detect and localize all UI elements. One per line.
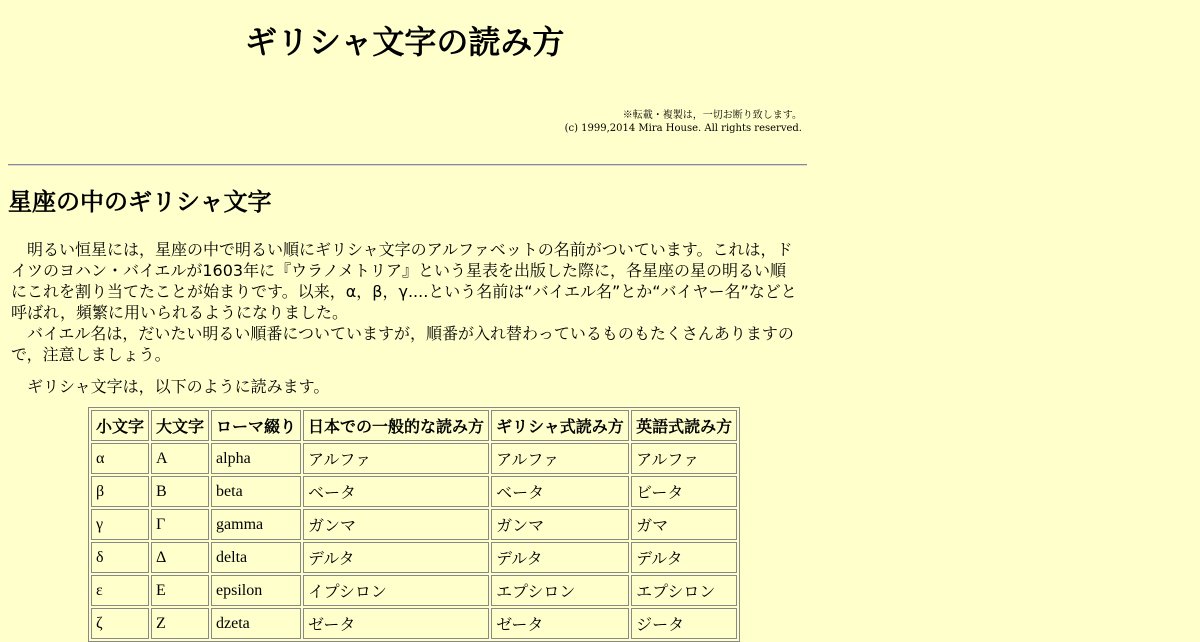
japanese-reading-cell: ベータ	[303, 476, 489, 507]
copyright-line: (c) 1999,2014 Mira House. All rights reserved.	[564, 123, 802, 134]
lowercase-cell: ε	[91, 575, 149, 606]
japanese-reading-cell: ゼータ	[303, 608, 489, 639]
lowercase-cell: δ	[91, 542, 149, 573]
reproduction-notice: ※転載・複製は，一切お断り致します。	[622, 110, 802, 121]
uppercase-cell: Γ	[151, 509, 209, 540]
column-header-lowercase: 小文字	[91, 410, 149, 441]
greek-reading-cell: ガンマ	[491, 509, 629, 540]
table-lead-text: ギリシャ文字は，以下のように読みます。	[27, 377, 330, 396]
greek-reading-cell: ベータ	[491, 476, 629, 507]
table-row	[91, 509, 737, 540]
japanese-reading-cell: ガンマ	[303, 509, 489, 540]
section-heading: 星座の中のギリシャ文字	[8, 188, 272, 216]
table-row	[91, 476, 737, 507]
uppercase-cell: Δ	[151, 542, 209, 573]
greek-reading-cell: アルファ	[491, 443, 629, 474]
roman-cell: dzeta	[211, 608, 301, 639]
roman-cell: gamma	[211, 509, 301, 540]
english-reading-cell: ビータ	[631, 476, 737, 507]
english-reading-cell: アルファ	[631, 443, 737, 474]
intro-paragraph-1: 明るい恒星には，星座の中で明るい順にギリシャ文字のアルファベットの名前がついています。これは，ドイツのヨハン・バイエルが1603年に『ウラノメトリア』という星表を出版した際に，各星座の星の明るい順にこれを割り当てたことが始まりです。以来，α，β，γ....という名前は“バイエル名”とか“バイヤー名”などと呼ばれ，頻繁に用いられるようになりました。	[11, 240, 797, 322]
english-reading-cell: ジータ	[631, 608, 737, 639]
english-reading-cell: エプシロン	[631, 575, 737, 606]
table-row	[91, 542, 737, 573]
japanese-reading-cell: イプシロン	[303, 575, 489, 606]
page-title: ギリシャ文字の読み方	[245, 23, 565, 61]
uppercase-cell: Ζ	[151, 608, 209, 639]
intro-text	[11, 239, 801, 365]
roman-cell: beta	[211, 476, 301, 507]
table-row	[91, 575, 737, 606]
greek-reading-cell: ゼータ	[491, 608, 629, 639]
japanese-reading-cell: デルタ	[303, 542, 489, 573]
uppercase-cell: Β	[151, 476, 209, 507]
column-header-greek-reading: ギリシャ式読み方	[491, 410, 629, 441]
column-header-japanese-reading: 日本での一般的な読み方	[303, 410, 489, 441]
lowercase-cell: α	[91, 443, 149, 474]
greek-letter-table	[88, 407, 740, 642]
table-row	[91, 443, 737, 474]
lowercase-cell: γ	[91, 509, 149, 540]
column-header-uppercase: 大文字	[151, 410, 209, 441]
table-header-row	[91, 410, 737, 441]
japanese-reading-cell: アルファ	[303, 443, 489, 474]
column-header-english-reading: 英語式読み方	[631, 410, 737, 441]
column-header-roman: ローマ綴り	[211, 410, 301, 441]
roman-cell: delta	[211, 542, 301, 573]
table-row	[91, 608, 737, 639]
english-reading-cell: デルタ	[631, 542, 737, 573]
uppercase-cell: Ε	[151, 575, 209, 606]
roman-cell: epsilon	[211, 575, 301, 606]
intro-paragraph-2: バイエル名は，だいたい明るい順番についていますが，順番が入れ替わっているものもたくさんありますので，注意しましょう。	[11, 324, 794, 364]
greek-reading-cell: エプシロン	[491, 575, 629, 606]
english-reading-cell: ガマ	[631, 509, 737, 540]
lowercase-cell: β	[91, 476, 149, 507]
copyright-notice	[402, 109, 802, 135]
roman-cell: alpha	[211, 443, 301, 474]
lowercase-cell: ζ	[91, 608, 149, 639]
greek-reading-cell: デルタ	[491, 542, 629, 573]
horizontal-divider	[8, 164, 807, 166]
uppercase-cell: Α	[151, 443, 209, 474]
